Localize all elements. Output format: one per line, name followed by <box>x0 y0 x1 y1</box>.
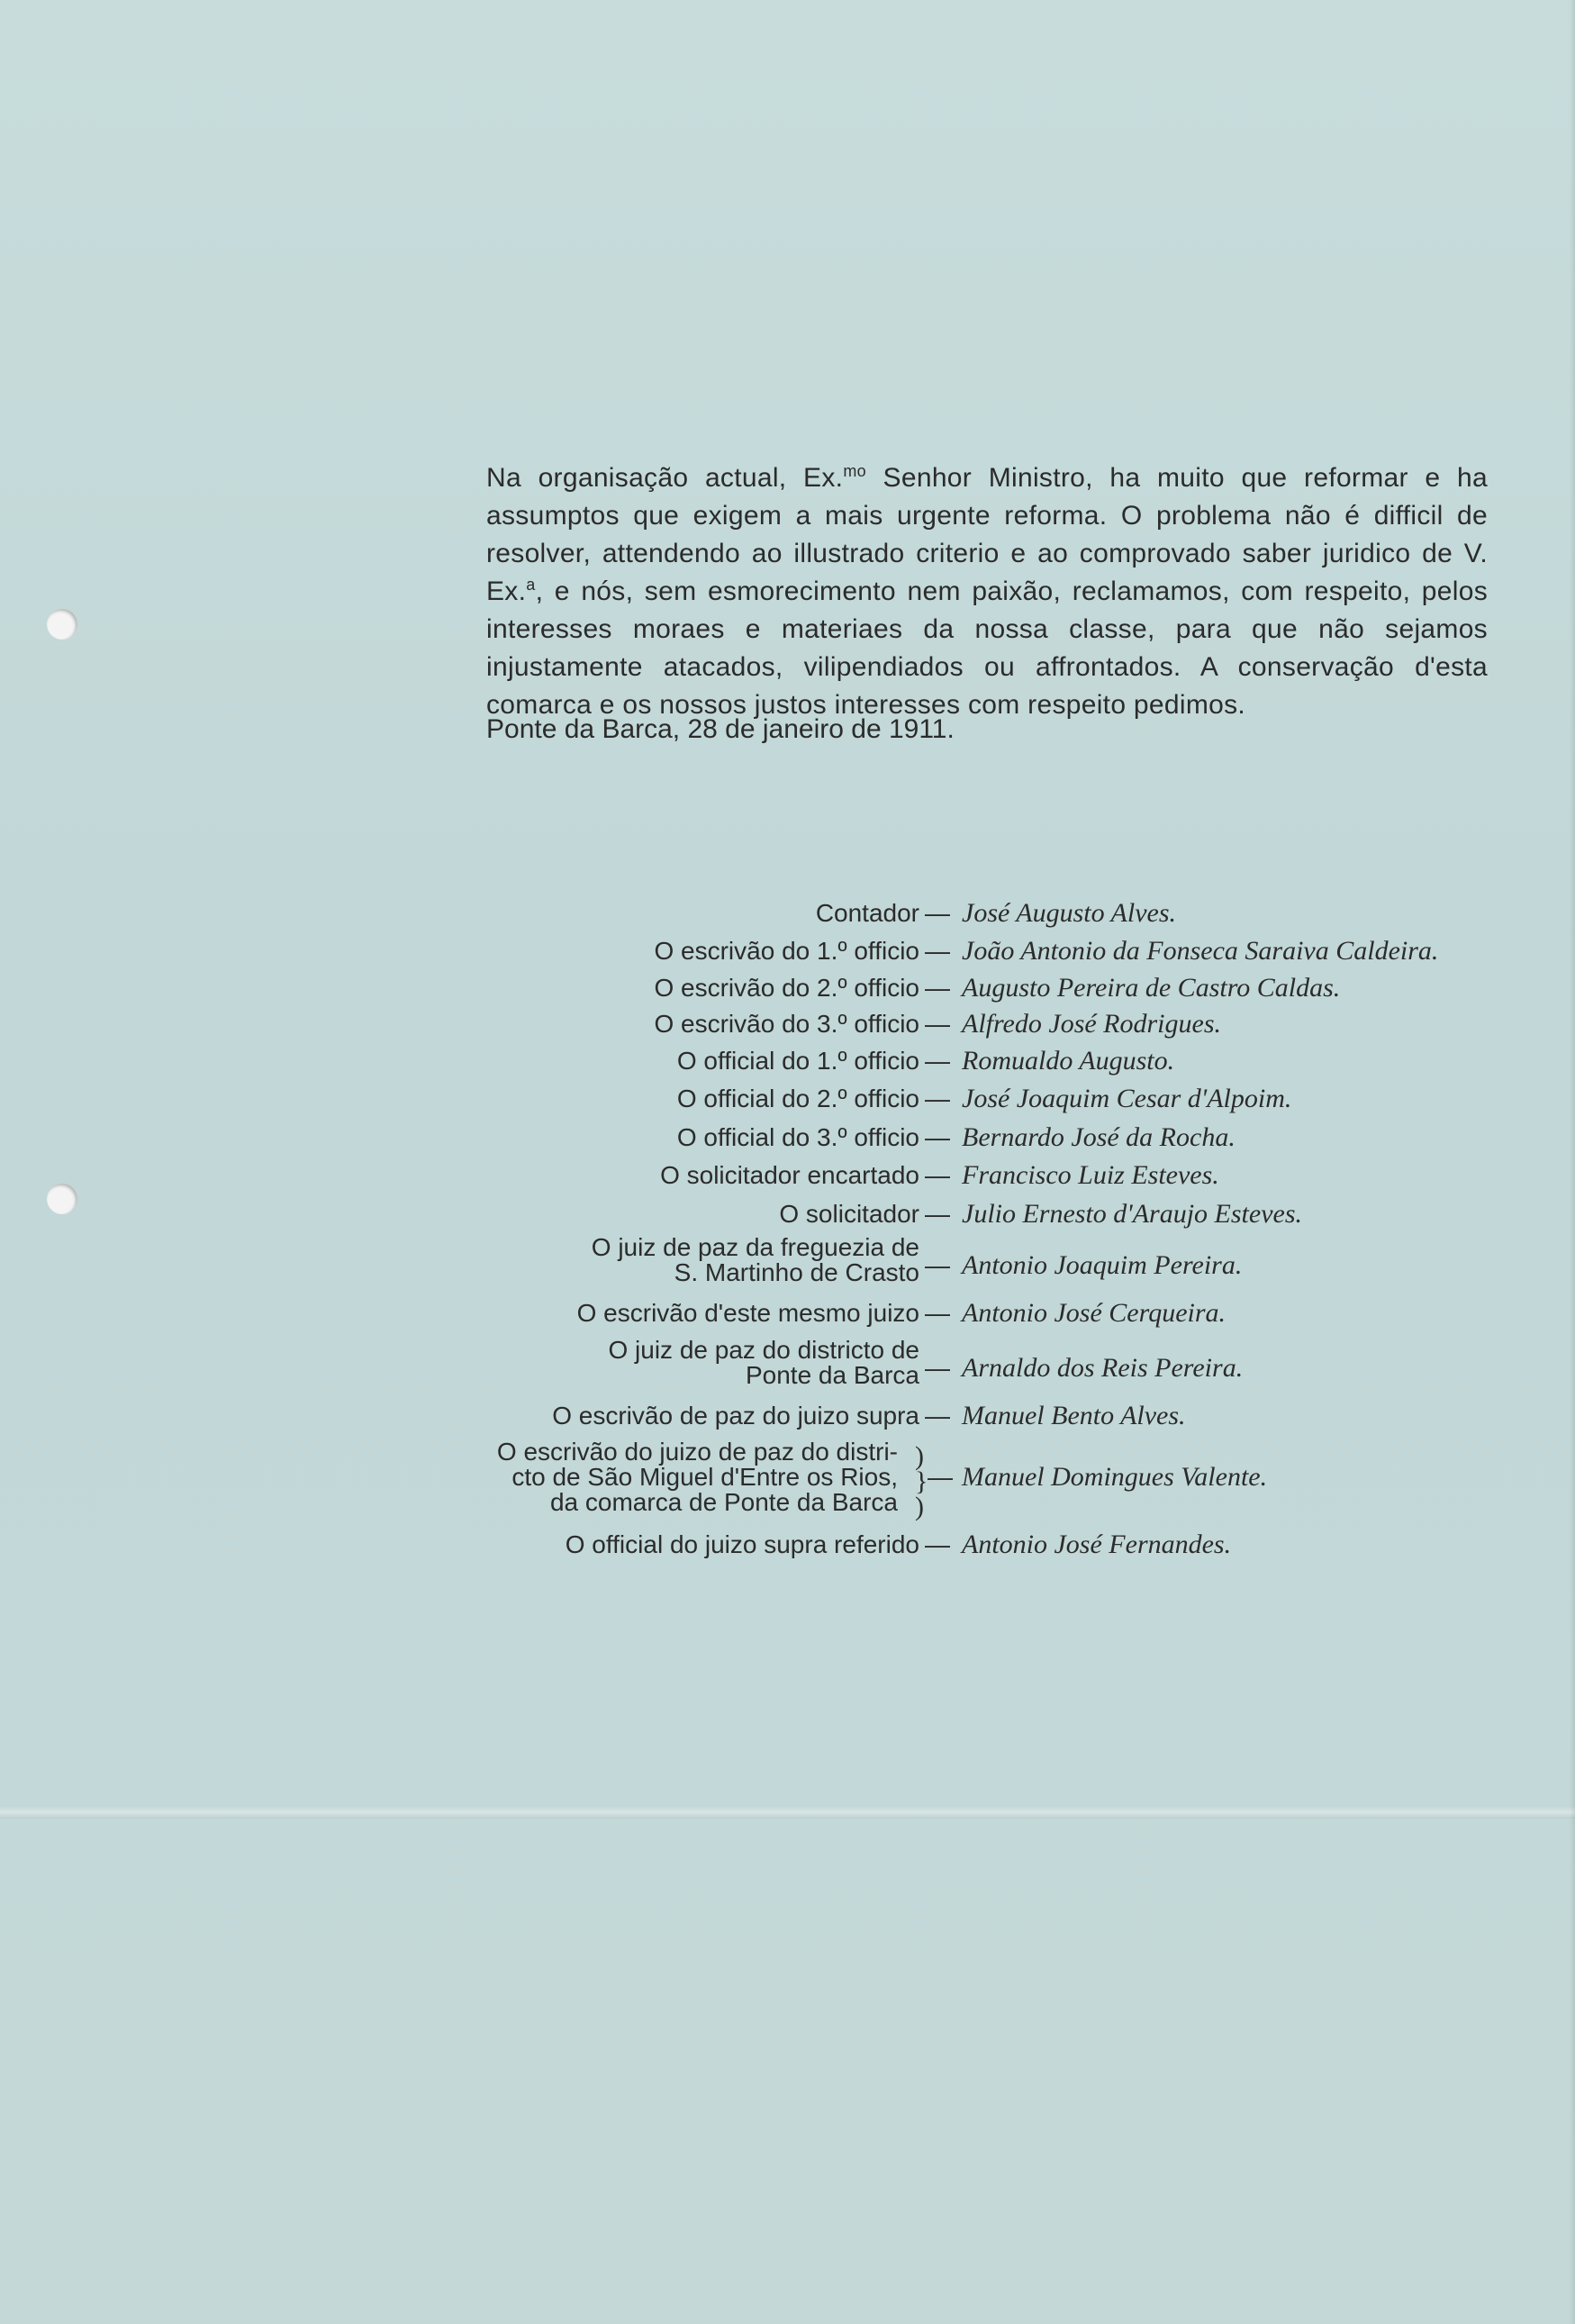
date-line: Ponte da Barca, 28 de janeiro de 1911. <box>486 714 955 744</box>
signatory-name: José Joaquim Cesar d'Alpoim. <box>962 1084 1292 1113</box>
signatory-title-line: S. Martinho de Crasto <box>674 1258 919 1286</box>
dash: — <box>925 1402 950 1430</box>
signatory-name: Francisco Luiz Esteves. <box>962 1160 1219 1190</box>
signatory-name: José Augusto Alves. <box>962 898 1177 928</box>
dash: — <box>925 1085 950 1112</box>
signatory-title: O escrivão d'este mesmo juizo <box>576 1299 919 1327</box>
dash: — <box>925 974 950 1002</box>
signatory-name: Augusto Pereira de Castro Caldas. <box>962 973 1341 1003</box>
brace-glyph: ) } ) <box>915 1441 928 1521</box>
dash: — <box>925 1251 950 1279</box>
signatory-name: Alfredo José Rodrigues. <box>962 1009 1222 1039</box>
signatory-name: Antonio José Cerqueira. <box>962 1298 1227 1328</box>
dash: — <box>925 937 950 965</box>
signatory-title: O official do 2.º officio <box>676 1085 919 1112</box>
signatory-title: O escrivão de paz do juizo supra <box>552 1402 919 1430</box>
dash: — <box>925 1200 950 1228</box>
signatory-title-line: cto de São Miguel d'Entre os Rios, <box>511 1463 898 1491</box>
signatory-title: O solicitador <box>779 1200 919 1228</box>
dash: — <box>928 1463 953 1491</box>
signatory-name: Manuel Domingues Valente. <box>962 1462 1268 1492</box>
signatory-name: João Antonio da Fonseca Saraiva Caldeira. <box>962 936 1439 966</box>
dash: — <box>925 899 950 927</box>
dash: — <box>925 1047 950 1075</box>
signatory-name: Antonio Joaquim Pereira. <box>962 1250 1243 1280</box>
paragraph-sup-2: a <box>526 576 536 594</box>
dash: — <box>925 1530 950 1558</box>
signatory-name: Antonio José Fernandes. <box>962 1530 1232 1559</box>
signatory-title: O escrivão do 3.º officio <box>654 1010 919 1038</box>
signatory-title-line: da comarca de Ponte da Barca <box>549 1488 898 1516</box>
dash: — <box>925 1161 950 1189</box>
signatory-title-line: O juiz de paz do districto de <box>608 1336 919 1364</box>
signatory-title: O solicitador encartado <box>660 1161 919 1189</box>
dash: — <box>925 1354 950 1382</box>
signatory-title: Contador <box>815 899 919 927</box>
signatory-title: O official do 1.º officio <box>676 1047 919 1075</box>
paragraph-part-1: Na organisação actual, Ex. <box>486 463 844 493</box>
signatory-name: Bernardo José da Rocha. <box>962 1122 1236 1152</box>
signatory-title: O official do 3.º officio <box>676 1123 919 1151</box>
signatory-title-line: O escrivão do juizo de paz do distri- <box>496 1438 898 1466</box>
signatory-name: Arnaldo dos Reis Pereira. <box>962 1353 1244 1383</box>
signatory-title: O official do juizo supra referido <box>565 1530 919 1558</box>
signatory-title: O escrivão do 1.º officio <box>654 937 919 965</box>
dash: — <box>925 1010 950 1038</box>
signatory-name: Romualdo Augusto. <box>962 1046 1175 1076</box>
paragraph-part-2: Senhor Ministro, ha muito que reformar e ha assumptos que exigem a mais urgente reforma. O problema não é difficil de resolver, attendendo ao illustrado criterio e ao comprovado saber juridico de V. Ex. <box>486 463 1488 606</box>
signatory-title-line: O juiz de paz da freguezia de <box>591 1233 919 1261</box>
paragraph-sup-1: mo <box>843 462 866 480</box>
signatory-title-line: Ponte da Barca <box>745 1361 919 1389</box>
paragraph-part-3: , e nós, sem esmorecimento nem paixão, reclamamos, com respeito, pelos interesses moraes e materiaes da nossa classe, para que não sejamos injustamente atacados, vilipendiados ou affrontados. A conservação d'esta comarca e os nossos justos interesses com respeito pedimos. <box>486 576 1488 720</box>
dash: — <box>925 1123 950 1151</box>
dash: — <box>925 1299 950 1327</box>
signatory-title: O escrivão do 2.º officio <box>654 974 919 1002</box>
signatory-name: Manuel Bento Alves. <box>962 1401 1186 1430</box>
signatory-name: Julio Ernesto d'Araujo Esteves. <box>962 1199 1303 1229</box>
